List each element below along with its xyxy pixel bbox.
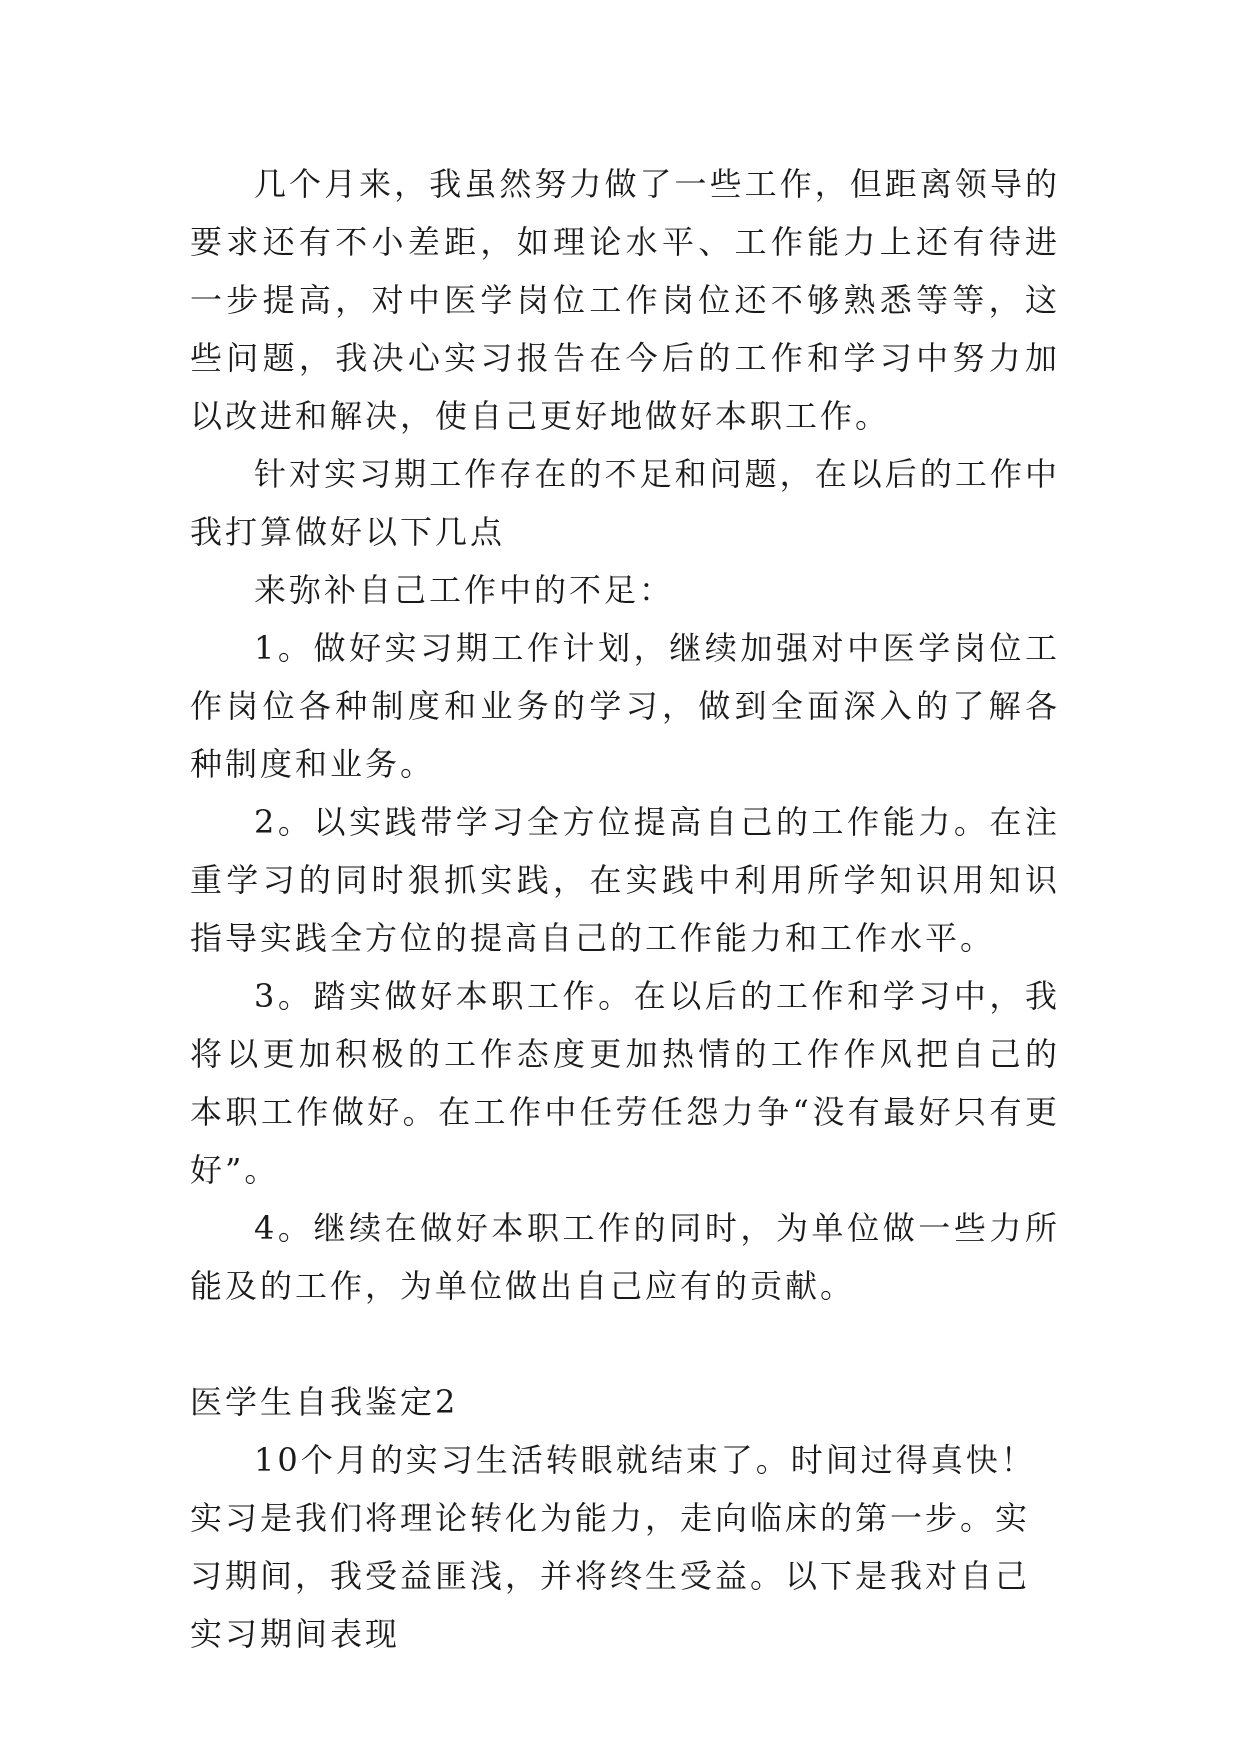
- list-item-paragraph: 1。做好实习期工作计划，继续加强对中医学岗位工作岗位各种制度和业务的学习，做到全面深入的了解各种制度和业务。: [190, 629, 1060, 783]
- paragraph: 10个月的实习生活转眼就结束了。时间过得真快！实习是我们将理论转化为能力，走向临床的第一步。实习期间，我受益匪浅，并将终生受益。以下是我对自己实习期间表现: [190, 1441, 1036, 1653]
- section-title: 医学生自我鉴定2: [190, 1383, 459, 1421]
- document-body: [190, 155, 1060, 1663]
- list-item-paragraph: 3。踏实做好本职工作。在以后的工作和学习中，我将以更加积极的工作态度更加热情的工作作风把自己的本职工作做好。在工作中任劳任怨力争“没有最好只有更好”。: [190, 977, 1060, 1189]
- list-item-paragraph: 2。以实践带学习全方位提高自己的工作能力。在注重学习的同时狠抓实践，在实践中利用所学知识用知识指导实践全方位的提高自己的工作能力和工作水平。: [190, 803, 1060, 957]
- paragraph: 来弥补自己工作中的不足：: [254, 571, 675, 609]
- list-item-paragraph: 4。继续在做好本职工作的同时，为单位做一些力所能及的工作，为单位做出自己应有的贡献。: [190, 1209, 1060, 1305]
- paragraph: 针对实习期工作存在的不足和问题，在以后的工作中我打算做好以下几点: [190, 455, 1060, 551]
- paragraph: 几个月来，我虽然努力做了一些工作，但距离领导的要求还有不小差距，如理论水平、工作能力上还有待进一步提高，对中医学岗位工作岗位还不够熟悉等等，这些问题，我决心实习报告在今后的工作和学习中努力加以改进和解决，使自己更好地做好本职工作。: [190, 165, 1060, 435]
